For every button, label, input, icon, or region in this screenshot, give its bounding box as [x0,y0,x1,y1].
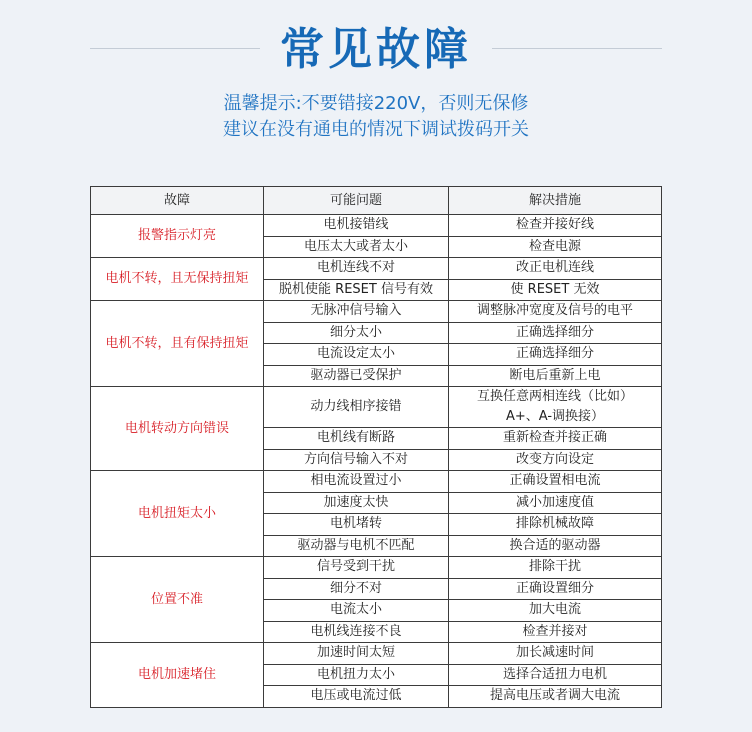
warning-tip-line-1: 温馨提示:不要错接220V，否则无保修 [223,93,529,114]
table-row [91,643,662,665]
header-fix: 解决措施 [449,187,662,215]
table-row [91,258,662,280]
title-divider-right [492,48,662,49]
fix-cell: 减小加速度值 [449,492,662,514]
fix-cell: 改正电机连线 [449,258,662,280]
fix-cell-line-2: A+、A-调换接） [505,409,605,424]
fix-cell: 断电后重新上电 [449,365,662,387]
title-section [0,18,752,82]
issue-cell: 电压太大或者太小 [264,236,449,258]
table-header-row [91,187,662,215]
table-row [91,215,662,237]
fix-cell: 正确选择细分 [449,344,662,366]
issue-cell: 动力线相序接错 [264,387,449,428]
issue-cell: 电流太小 [264,600,449,622]
issue-cell: 电机连线不对 [264,258,449,280]
fix-cell: 排除机械故障 [449,514,662,536]
header-fault: 故障 [91,187,264,215]
table-row [91,301,662,323]
fix-cell: 提高电压或者调大电流 [449,686,662,708]
issue-cell: 电机线有断路 [264,428,449,450]
issue-cell: 电压或电流过低 [264,686,449,708]
warning-tip-line-2: 建议在没有通电的情况下调试拨码开关 [223,119,529,140]
fix-cell: 排除干扰 [449,557,662,579]
issue-cell: 电机扭力太小 [264,664,449,686]
table-row [91,387,662,428]
fault-cell: 报警指示灯亮 [91,215,264,258]
issue-cell: 脱机使能 RESET 信号有效 [264,279,449,301]
issue-cell: 细分不对 [264,578,449,600]
fix-cell: 检查并接对 [449,621,662,643]
issue-cell: 加速时间太短 [264,643,449,665]
fix-cell: 加长减速时间 [449,643,662,665]
fix-cell: 检查电源 [449,236,662,258]
page-title: 常见故障 [280,24,472,75]
issue-cell: 驱动器已受保护 [264,365,449,387]
issue-cell: 信号受到干扰 [264,557,449,579]
fix-cell: 正确设置细分 [449,578,662,600]
issue-cell: 电机堵转 [264,514,449,536]
fault-cell: 电机转动方向错误 [91,387,264,471]
issue-cell: 无脉冲信号输入 [264,301,449,323]
fix-cell: 正确设置相电流 [449,471,662,493]
issue-cell: 加速度太快 [264,492,449,514]
fault-cell: 电机不转，且有保持扭矩 [91,301,264,387]
fix-cell: 重新检查并接正确 [449,428,662,450]
faults-table [90,186,662,708]
fix-cell: 正确选择细分 [449,322,662,344]
issue-cell: 方向信号输入不对 [264,449,449,471]
fix-cell: 调整脉冲宽度及信号的电平 [449,301,662,323]
fix-cell: 改变方向设定 [449,449,662,471]
fix-cell: 换合适的驱动器 [449,535,662,557]
issue-cell: 驱动器与电机不匹配 [264,535,449,557]
fault-cell: 电机不转，且无保持扭矩 [91,258,264,301]
fix-cell: 加大电流 [449,600,662,622]
fix-cell: 检查并接好线 [449,215,662,237]
issue-cell: 电机接错线 [264,215,449,237]
fix-cell: 使 RESET 无效 [449,279,662,301]
fix-cell-line-1: 互换任意两相连线（比如） [476,389,633,404]
fix-cell: 选择合适扭力电机 [449,664,662,686]
fault-cell: 电机加速堵住 [91,643,264,708]
fault-cell: 位置不准 [91,557,264,643]
header-issue: 可能问题 [264,187,449,215]
issue-cell: 细分太小 [264,322,449,344]
fix-cell [449,387,662,428]
table-row [91,471,662,493]
issue-cell: 电机线连接不良 [264,621,449,643]
issue-cell: 电流设定太小 [264,344,449,366]
fault-cell: 电机扭矩太小 [91,471,264,557]
table-row [91,557,662,579]
issue-cell: 相电流设置过小 [264,471,449,493]
